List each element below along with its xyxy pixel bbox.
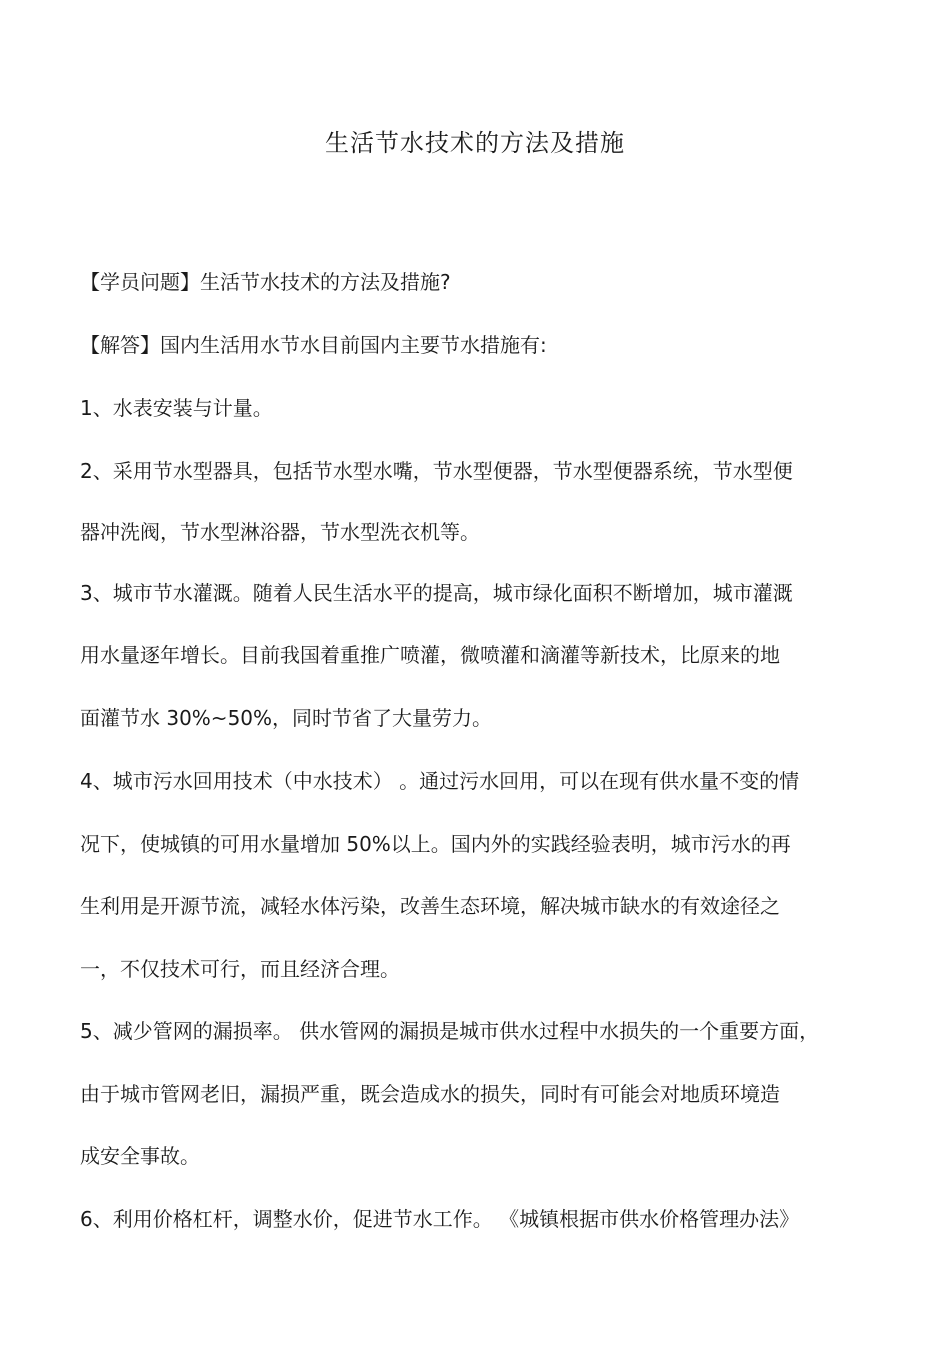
paragraph-line: 一，不仅技术可行，而且经济合理。 bbox=[80, 957, 400, 981]
paragraph-line: 况下，使城镇的可用水量增加 50%以上。国内外的实践经验表明，城市污水的再 bbox=[80, 832, 791, 856]
paragraph-line: 用水量逐年增长。目前我国着重推广喷灌，微喷灌和滴灌等新技术，比原来的地 bbox=[80, 643, 780, 667]
paragraph-line: 面灌节水 30%~50%，同时节省了大量劳力。 bbox=[80, 706, 493, 730]
paragraph-line: 4、城市污水回用技术（中水技术） 。通过污水回用，可以在现有供水量不变的情 bbox=[80, 769, 800, 793]
document-title: 生活节水技术的方法及措施 bbox=[325, 129, 625, 157]
paragraph-line: 3、城市节水灌溉。随着人民生活水平的提高，城市绿化面积不断增加，城市灌溉 bbox=[80, 581, 793, 605]
paragraph-line: 成安全事故。 bbox=[80, 1144, 200, 1168]
paragraph-line: 由于城市管网老旧，漏损严重，既会造成水的损失，同时有可能会对地质环境造 bbox=[80, 1082, 780, 1106]
paragraph-line: 生利用是开源节流，减轻水体污染，改善生态环境，解决城市缺水的有效途径之 bbox=[80, 894, 780, 918]
paragraph-line: 6、利用价格杠杆，调整水价，促进节水工作。 《城镇根据市供水价格管理办法》 bbox=[80, 1207, 800, 1231]
answer-line: 【解答】国内生活用水节水目前国内主要节水措施有: bbox=[80, 333, 547, 357]
paragraph-line: 5、减少管网的漏损率。 供水管网的漏损是城市供水过程中水损失的一个重要方面， bbox=[80, 1019, 820, 1043]
paragraph-line: 器冲洗阀，节水型淋浴器，节水型洗衣机等。 bbox=[80, 520, 480, 544]
paragraph-line: 2、采用节水型器具，包括节水型水嘴，节水型便器，节水型便器系统，节水型便 bbox=[80, 459, 793, 483]
paragraph-line: 1、水表安装与计量。 bbox=[80, 396, 273, 420]
question-line: 【学员问题】生活节水技术的方法及措施? bbox=[80, 270, 451, 294]
